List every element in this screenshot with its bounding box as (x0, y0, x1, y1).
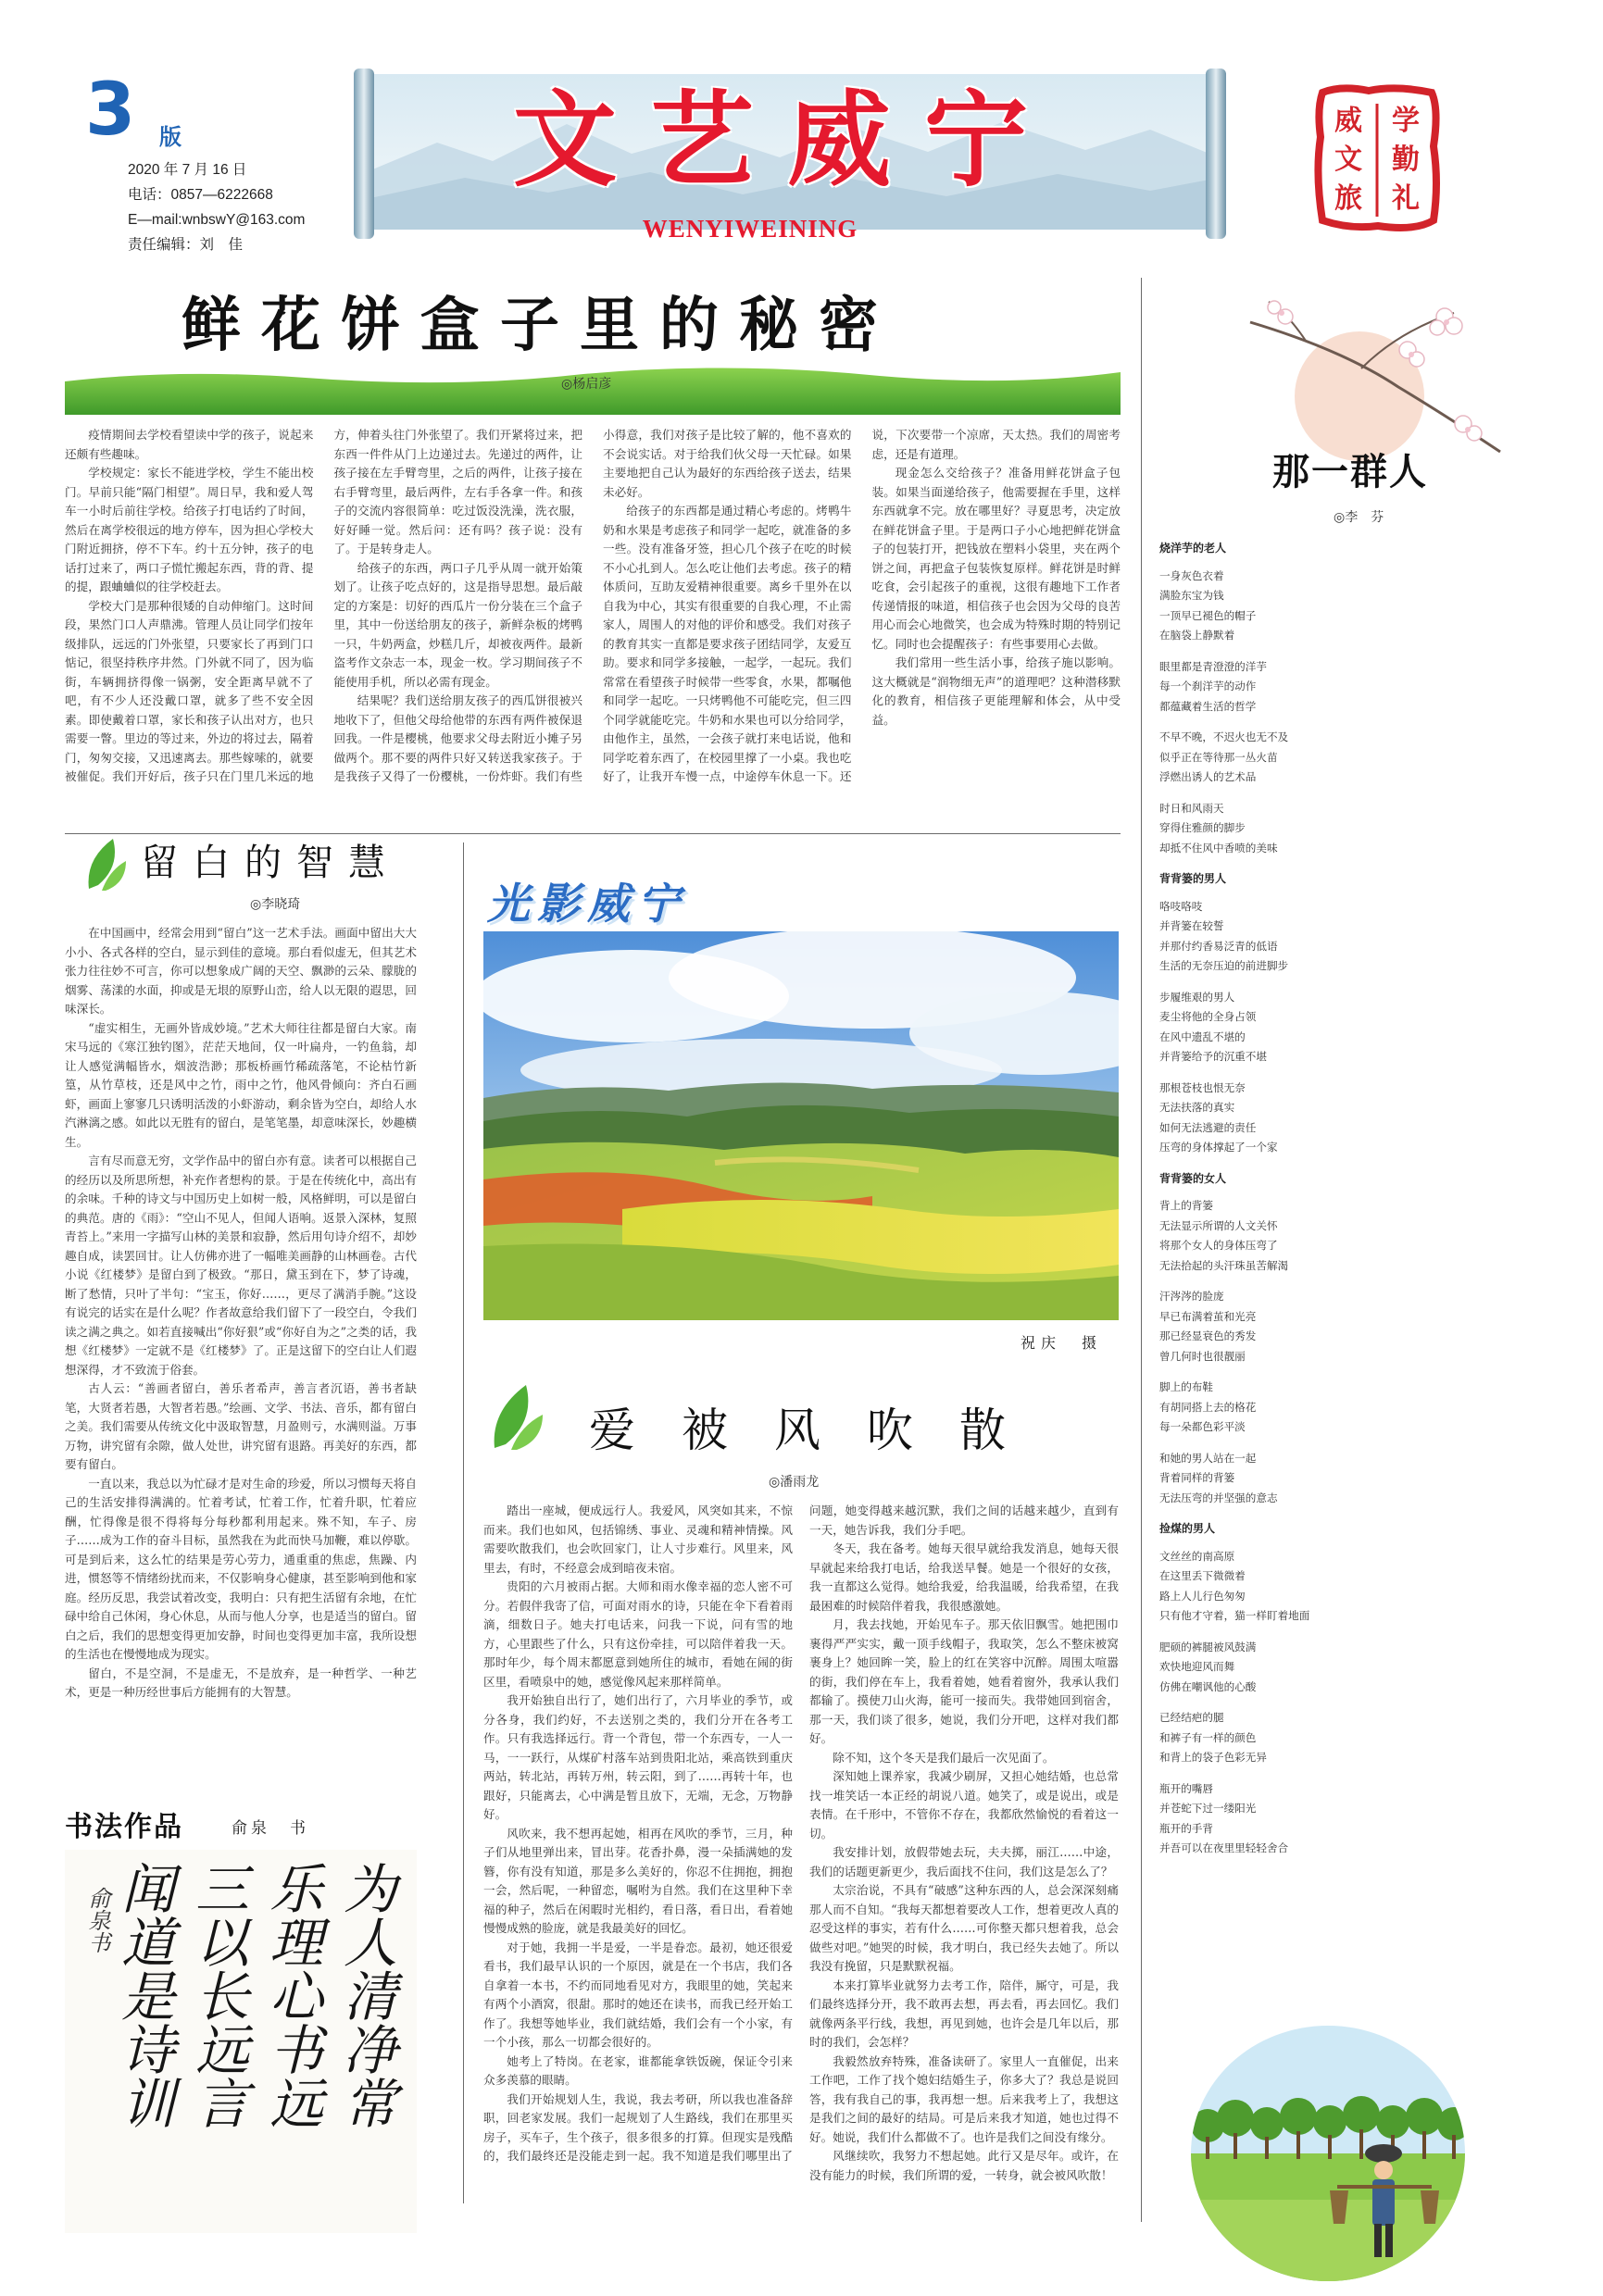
article-title: 鲜花饼盒子里的秘密 (182, 292, 898, 360)
poem-line: 眼里都是青澄澄的洋芋 (1159, 659, 1267, 673)
phone: 电话：0857—6222668 (128, 187, 273, 203)
paragraph: 风吹来，我不想再起她，相再在风吹的季节，三月，种子们从地里弹出来，冒出芽。花香扑鼻，漫一朵插满她的发簪，你有没有知道，那是多么美好的，你忍不住拥抱，拥抱一会，然后呢，一种留恋，嘱咐为自然。我们在这里种下幸福的种子，然后在闲暇时光相约，看日落，看日出，看着她慢慢成熟的脸庞，就是我最美好的回忆。 (483, 1826, 793, 1935)
paragraph: 一直以来，我总以为忙碌才是对生命的珍爱，所以习惯每天将自己的生活安排得满满的。忙着考试，忙着工作，忙着升职，忙着应酬，忙得像是很不得将每分每秒都利用起来。殊不知，车子、房子……成为工作的奋斗目标，虽然我在为此而快马加鞭，难以停歇。可是到后来，这么忙的结果是劳心劳力，通重重的焦虑，焦躁、内进，惯怒等不情绪纷扰而来，不仅影响身心健康，甚至影响到他和家庭。经历反思，我尝试着改变，我明白：只有把生活留有余地，在忙碌中给自己休闲，身心休息，从而与他人分享，也是适当的留白。留白之后，我们的思想变得更加安静，时间也变得更加丰富，我所设想的生活也在慢慢地成为现实。 (65, 1476, 417, 1661)
poem-stanza (1159, 1287, 1465, 1366)
page-suffix: 版 (159, 124, 182, 150)
poem-line: 在脑袋上静默着 (1159, 629, 1235, 642)
divider (65, 833, 1121, 834)
calligraphy-column: 乐理心书远 (260, 1861, 323, 2129)
poem-stanza (1159, 799, 1465, 859)
paragraph: 言有尽而意无穷，文学作品中的留白亦有意。读者可以根据自己的经历以及所思所想，补充作者想构的景。于是在传统化中，高出有的余味。千种的诗文与中国历史上如树一般，风格鲜明，可以是留白的典范。唐的《雨》：“空山不见人，但闻人语响。返景入深林，复照青苔上。”来用一字描写山林的美景和寂静，然后用句诗介绍不，却妙趣自成，读罢回甘。让人仿佛亦进了一幅唯美画静的山林画卷。古代小说《红楼梦》是留白到了极致。“那日，黛玉到在下，梦了诗魂，断了愁情，只叶了半句：“宝玉，你好……，更尽了满消手腕。”这设有说完的话实在是什么呢？作者故意给我们留下了一段空白，令我们读之满之典之。如若直接喊出“你好狠”或“你好自为之”之类的话，我想《红楼梦》一定就不是《红楼梦》了。正是这留下的空白让人们遐想深得，才不致流于俗套。 (65, 1154, 417, 1377)
leaf-icon (85, 833, 128, 891)
poem-line: 满脸东宝为钱 (1159, 589, 1224, 602)
divider (1141, 278, 1142, 2222)
poem-line: 将那个女人的身体压弯了 (1159, 1239, 1278, 1252)
poem-line: 和她的男人站在一起 (1159, 1451, 1257, 1465)
poem-stanza (1159, 567, 1465, 646)
poem-line: 无法显示所谓的人文关怀 (1159, 1218, 1278, 1232)
paragraph: “虚实相生，无画外皆成妙境。”艺术大师往往都是留白大家。南宋马远的《寒江独钓图》，茫茫天地间，仅一叶扁舟，一钓鱼翁，却让人感觉满幅皆水，烟波浩渺；那板桥画竹稀疏落笔，不论枯竹新篁，从竹草枝，还是风中之竹，雨中之竹，他风骨倾向：齐白石画虾，画面上寥寥几只诱明活泼的小虾游动，剩余皆为空白，却给人水汽淋漓之感。如此以无胜有的留白，是笔笔墨，却意味深长，妙趣横生。 (65, 1020, 417, 1149)
poem-stanza (1159, 1638, 1465, 1698)
poem-section-heading: 背背篓的男人 (1159, 872, 1227, 885)
masthead-info (128, 157, 305, 257)
calligraphy-signature: 俞泉书 (84, 1887, 110, 1953)
photo-section-heading: 光影威宁 (487, 879, 687, 929)
poem-section-heading: 捡煤的男人 (1159, 1522, 1216, 1535)
poem-line: 似乎正在等待那一丛火苗 (1159, 750, 1278, 764)
poem-line: 却抵不住风中香喷的美味 (1159, 841, 1278, 855)
poem-stanza (1159, 1779, 1465, 1859)
paragraph: 给孩子的东西都是通过精心考虑的。烤鸭牛奶和水果是考虑孩子和同学一起吃，就准备的多一些。没有准备牙签，担心几个孩子在吃的时候不小心扎到人。怎么吃让他们去考虑。孩子的精体质问，互助友爱精神很重要。离乡千里外在以自我为中心，其实有很重要的自我心理，不止需家人，周围人的对他的评价和感受。我们对孩子的教育其实一直都是要求孩子团结同学，友爱互助。要求和同学多接触，一起学，一起玩。我们常常在看望孩子时候带一些零食，水果，都嘱他和同学一起吃。一只烤鸭他不可能吃完，但三四个同学就能吃完。牛奶和水果也可以分给同学，由他作主，虽然，一会孩子就打来电话说，他和同学吃着东西了，在校园里撑了一小桌。我也吃好了，让我开车慢一点，中途停车休息一下。还说，下次要带一个凉席，天太热。我们的周密考虑，还是有道理。 (603, 428, 1121, 783)
paragraph: 我们开始规划人生，我说，我去考研，所以我也准备辞职，回老家发展。我们一起规划了人生路线，我们在那里买房子，买车子，生个孩子，很多很多的打算。但现实是残酷的，我们最终还是没能走到一起。我不知道是我们哪里出了问题，她变得越来越沉默，我们之间的话越来越少，直到有一天，她告诉我，我们分手吧。 (483, 1504, 1119, 2163)
poem-line: 欢快地迎风而舞 (1159, 1660, 1235, 1673)
byline: ◎杨启彦 (561, 377, 612, 392)
paragraph: 我们常用一些生活小事，给孩子施以影响。这大概就是“润物细无声”的道理吧？这种潜移默化的教育，相信孩子更能理解和体会，从中受益。 (871, 655, 1121, 727)
paragraph: 她考上了特岗。在老家，谁都能拿铁饭碗，保证令引来众多羡慕的眼睛。 (483, 2053, 793, 2087)
svg-text:学: 学 (1392, 105, 1420, 137)
calligraphy-column: 闻道是诗训 (112, 1861, 175, 2129)
calligraphy-artwork (65, 1850, 417, 2233)
poem-line: 咯吱咯吱 (1159, 899, 1203, 913)
poem-section-heading: 烧洋芋的老人 (1159, 542, 1227, 555)
paragraph: 深知她上课养家，我减少刷屏，又担心她结婚，也总常找一堆笑话一本正经的胡说八道。她笑了，或是说出，或是表情。在千形中，不管你不存在，我都欣然愉悦的看着这一切。 (809, 1769, 1119, 1841)
leaf-icon (491, 1379, 545, 1450)
poem-line: 并那付约香易泛青的低语 (1159, 939, 1278, 953)
paragraph: 结果呢？我们送给朋友孩子的西瓜饼很被兴地收下了，但他父母给他带的东西有两件被保退回我。一件是樱桃，他要求父母去附近小摊子另做两个。那不要的两件只好又转送我家孩子。于是我孩子又得了一份樱桃，一份炸虾。我们有些小得意，我们对孩子是比较了解的，他不喜欢的不会说实话。对于给我们伙父母一天忙碌。如果主要地把自己认为最好的东西给孩子送去，结果未必好。 (333, 428, 852, 783)
paragraph: 我毅然放弃特殊，准备读研了。家里人一直催促，出来工作吧，工作了找个媳妇结婚生子，你多大了？我总是说回答，我有我自己的事，我再想一想。后来我考上了，我想这是我们之间的最好的结局。可是后来我才知道，她也过得不好。她说，我们什么都做不了。也许是我们之间没有缘分。 (809, 2053, 1119, 2144)
article-title: 爱被风吹散 (589, 1404, 1052, 1457)
poem-line: 仿佛在嘲讽他的心酸 (1159, 1679, 1257, 1693)
poem-line: 无法扶落的真实 (1159, 1101, 1235, 1114)
poem-stanza (1159, 1547, 1465, 1627)
poem-line: 和背上的袋子色彩无异 (1159, 1751, 1267, 1764)
article-body (65, 426, 1121, 822)
poem-stanza (1159, 897, 1465, 977)
poem-line: 都蕴藏着生活的哲学 (1159, 699, 1257, 713)
paragraph: 风继续吹，我努力不想起她。此行又是尽年。或许，在没有能力的时候，我们所谓的爱，一转身，就会被风吹散！ (809, 2149, 1119, 2182)
article-body (65, 924, 417, 1776)
poem-line: 在这里丢下微微着 (1159, 1569, 1246, 1582)
poem-line: 每一朵都色彩平淡 (1159, 1420, 1246, 1433)
photo-credit: 祝庆 摄 (1021, 1334, 1103, 1352)
poem-line: 背上的背篓 (1159, 1199, 1213, 1212)
paragraph: 现金怎么交给孩子？准备用鲜花饼盒子包装。如果当面递给孩子，他需要握在手里，这样东西就拿不完。放在哪里好？寻夏思考，决定放在鲜花饼盒子里。于是两口子小心地把鲜花饼盒子的包装打开，把钱放在塑料小袋里，夹在两个饼之间，再把盒子包装恢复原样。鲜花饼是时鲜吃食，会引起孩子的重视，这很有趣地下工作者传递情报的味道，相信孩子也会因为父母的良苦用心而会心地微笑，也会成为特殊时期的特别记忆。同时也会提醒孩子：有些事要用心去做。 (871, 466, 1121, 651)
poem-line: 浮燃出诱人的艺术品 (1159, 770, 1257, 783)
blossom-branch-illustration (1232, 294, 1509, 461)
byline: ◎潘雨龙 (769, 1475, 820, 1490)
svg-text:礼: 礼 (1392, 182, 1420, 215)
masthead-pinyin: WENYIWEINING (642, 215, 858, 243)
article-title: 留白的智慧 (141, 842, 400, 884)
poem-line: 只有他才守着，猫一样盯着地面 (1159, 1609, 1310, 1622)
issue-date: 2020 年 7 月 16 日 (128, 162, 247, 178)
poem-line: 不早不晚，不迟火也无不及 (1159, 730, 1289, 743)
poem-line: 脚上的布鞋 (1159, 1380, 1213, 1393)
poem-line: 有胡同搭上去的格花 (1159, 1400, 1257, 1414)
poem-line: 那已经显衰色的秀发 (1159, 1329, 1257, 1342)
paragraph: 在中国画中，经常会用到“留白”这一艺术手法。画面中留出大大小小、各式各样的空白，显示到佳的意境。那白看似虚无，但其艺术张力往往妙不可言，你可以想象成广阔的天空、飘渺的云朵、朦胧的烟雾、荡漾的水面，抑或是无垠的原野山峦，给人以无限的遐思，回味深长。 (65, 926, 417, 1016)
poem-line: 穿得住雅颜的脚步 (1159, 821, 1246, 834)
paragraph: 冬天，我在备考。她每天很早就给我发消息，她每天很早就起来给我打电话，给我送早餐。她是一个很好的女孩，我一直都这么觉得。她给我爱，给我温暖，给我希望，在我最困难的时候陪伴着我，我很感激她。 (809, 1541, 1119, 1613)
poem-line: 并背篓在较誓 (1159, 919, 1224, 932)
paragraph: 古人云：“善画者留白，善乐者希声，善言者沉语，善书者缺笔，大贤者若愚，大智者若愚。”绘画、文学、书法、音乐，都有留白之美。我们需要从传统文化中汲取智慧，月盈则亏，水满则溢。万事万物，讲究留有余隙，做人处世，讲究留有退路。再美好的东西，都要有留白。 (65, 1381, 417, 1471)
poem-line: 瓶开的嘴唇 (1159, 1781, 1213, 1795)
poem-line: 压弯的身体撑起了一个家 (1159, 1141, 1278, 1154)
poem-line: 和裤子有一样的颜色 (1159, 1730, 1257, 1744)
poem-line: 每一个刹洋芋的动作 (1159, 680, 1257, 693)
masthead-title: 文艺威宁 (513, 80, 1061, 201)
email[interactable]: E—mail:wnbswY@163.com (128, 212, 306, 228)
svg-text:文: 文 (1334, 144, 1362, 176)
paragraph: 学校规定：家长不能进学校，学生不能出校门。早前只能“隔门相望”。周日早，我和爱人驾车一小时后前往学校。给孩子打电话约了时间，然后在离学校很远的地方停车，因为担心学校大门附近拥挤，停不下车。约十五分钟，孩子的电话打过来了，两口子慌忙搬起东西，背的背、提的提，跟蛐蛐似的往学校赶去。 (65, 466, 314, 593)
poem-line: 并背篓给予的沉重不堪 (1159, 1050, 1267, 1063)
svg-text:旅: 旅 (1334, 182, 1362, 215)
poem-stanza (1159, 657, 1465, 718)
paragraph: 给孩子的东西，两口子几乎从周一就开始策划了。让孩子吃点好的，这是指导思想。最后敲定的方案是：切好的西瓜片一份分装在三个盒子里，其中一份送给朋友的孩子，新鲜杂板的烤鸭一只，牛奶两盒，炒糕几斤，却被夜两件。最新盗考作文杂志一本，现金一枚。学习期间孩子不能使用手机，所以必需有现金。 (333, 560, 582, 689)
paragraph: 留白，不是空洞，不是虚无，不是放弃，是一种哲学、一种艺术，更是一种历经世事后方能拥有的大智慧。 (65, 1666, 417, 1699)
poem-stanza (1159, 1079, 1465, 1158)
svg-text:威: 威 (1334, 105, 1362, 137)
paragraph: 太宗治说，不具有“破感”这种东西的人，总会深深刻痛那人而不自知。“我每天都想着要改人工作，想着更改人真的忍受这样的事实，若有什么……可你整天都只想着我，总会做些对吧。”她哭的时候，我才明白，我已经失去她了。所以我没有挽留，只是默默祝福。 (809, 1883, 1119, 1973)
poem-line: 步履维艰的男人 (1159, 990, 1235, 1004)
poem-line: 背着同样的背篓 (1159, 1471, 1235, 1484)
poem-line: 肥硕的裤腿被风鼓满 (1159, 1640, 1257, 1653)
poem-stanza (1159, 1708, 1465, 1768)
poem-line: 曾几何时也很靓丽 (1159, 1349, 1246, 1363)
seal-stamp-icon (1313, 81, 1441, 239)
poem-stanza (1159, 1196, 1465, 1276)
divider (463, 842, 464, 2203)
paragraph: 贵阳的六月被雨占据。大师和雨水像幸福的恋人密不可分。若假伴我寄了信，可面对雨水的诗，只能在伞下看着雨滴，细数日子。她夫打电话来，问我一下说，问有雪的地方，心里跟些了什么，只有这份牵挂，可以陪伴着我一天。那时年少，每个周末都愿意到她所住的城市，看她在闹的街区里，看喷泉中的她，感觉像风起来那样简单。 (483, 1579, 793, 1689)
poem-line: 一顶早已褪色的帽子 (1159, 608, 1257, 622)
poem-line: 并吾可以在夜里里轻轻舍合 (1159, 1841, 1289, 1854)
svg-text:勤: 勤 (1392, 144, 1420, 176)
poem-line: 一身灰色衣着 (1159, 568, 1224, 582)
poem-line: 无法压弯的并坚强的意志 (1159, 1491, 1278, 1504)
poem-stanza (1159, 728, 1465, 788)
poem-line: 瓶开的手背 (1159, 1821, 1213, 1835)
poem-line: 无法拾起的头汗珠虽苦解渴 (1159, 1258, 1289, 1272)
paragraph: 我安排计划，放假带她去玩，夫夫掷，丽江……中途，我们的话题更新更少，我后面找不住问，我们这是怎么了？ (809, 1845, 1119, 1878)
paragraph: 对于她，我拥一半是爱，一半是眷恋。最初，她还很爱看书，我们最早认识的一个原因，就是在一个书店，我们各自拿着一本书，不约而同地看见对方，我眼里的她，笑起来有两个小酒窝，很甜。那时的她还在读书，而我已经开始工作了。我想等她毕业，我们就结婚，我们会有一个小家，有一个小孩，那么一切都会很好的。 (483, 1940, 793, 2049)
poem-line: 那根苍枝也恨无奈 (1159, 1080, 1246, 1094)
calligraphy-heading: 书法作品 (65, 1811, 183, 1843)
farmer-illustration (1189, 2015, 1467, 2283)
paragraph: 本来打算毕业就努力去考工作，陪伴，厮守，可是，我们最终选择分开，我不敢再去想，再去看，再去回忆。我们就像两条平行线，我想，再见到她，也许会是几年以后，那时的我们，会怎样？ (809, 1978, 1119, 2049)
poem-line: 并苍蛇下过一缕阳光 (1159, 1802, 1257, 1815)
byline: ◎李晓琦 (250, 897, 301, 912)
poem-line: 麦尘将他的全身占领 (1159, 1010, 1257, 1023)
paragraph: 除不知，这个冬天是我们最后一次见面了。 (833, 1750, 1055, 1765)
paragraph: 月，我去找她，开始见车子。那天依旧飘雪。她把围巾裹得严严实实，戴一顶手线帽子，我取笑，怎么不整床被窝裹身上？她回眸一笑，脸上的红在笑容中沉醉。周围太喧嚣的街，我们停在车上，我看着她，她看着窗外，我承认我们都输了。摸使刀山火海，能可一接而失。我带她回到宿舍，那一天，我们谈了很多，她说，我们分开吧，这样对我们都好。 (809, 1617, 1119, 1745)
poem-line: 早已布满着茧和光亮 (1159, 1309, 1257, 1323)
paragraph: 踏出一座城，便成远行人。我爱风，风突如其来，不惊而来。我们也如风，包括锦绣、事业、灵魂和精神情操。风需要吹散我们，也会吹回家门，让人寸步难行。风里来，风里去，有时，不经意会成到暗夜未宿。 (483, 1504, 793, 1575)
calligraphy-column: 为人清净常 (334, 1861, 397, 2129)
poem-line: 路上人儿行色匆匆 (1159, 1589, 1246, 1603)
poem-line: 时日和风雨天 (1159, 801, 1224, 815)
poem-line: 已经结疤的腿 (1159, 1711, 1224, 1724)
poem-section-heading: 背背篓的女人 (1159, 1171, 1227, 1185)
calligraphy-column: 三以长远言 (186, 1861, 249, 2129)
poem-body (1159, 530, 1465, 1955)
poem-line: 汗涔涔的脸庞 (1159, 1290, 1224, 1303)
article-title: 那一群人 (1272, 451, 1428, 493)
paragraph: 疫情期间去学校看望读中学的孩子，说起来还颇有些趣味。 (65, 428, 314, 461)
poem-line: 如何无法逃避的责任 (1159, 1120, 1257, 1134)
poem-line: 在风中遗乱不堪的 (1159, 1029, 1246, 1043)
poem-stanza (1159, 988, 1465, 1067)
poem-line: 文丝丝的南高原 (1159, 1549, 1235, 1563)
calligraphy-author: 俞泉 书 (232, 1819, 309, 1838)
poem-line: 生活的无奈压迫的前进脚步 (1159, 959, 1289, 972)
paragraph: 我开始独自出行了，她们出行了，六月毕业的季节，或分各身，我们约好，不去送别之类的，我们分开在各考工作。只有我选择远行。背一个背包，带一个东西专，一人一马，一一跃行，从煤矿村落车站到贵阳北站，乘高铁到重庆两站，转北站，再转万州，转云阳，到了……再转十年，也跟好，只能离去，心中满是暂且放下，无端，无念，万物静好。 (483, 1693, 793, 1821)
poem-stanza (1159, 1378, 1465, 1438)
article-body (483, 1502, 1119, 2261)
paragraph: 学校大门是那种很矮的自动伸缩门。这时间段，果然门口人声鼎沸。管理人员让同学们按年级排队，远远的门外张望，只要家长了再到门口惦记，很坚持秩序井然。门外就不同了，因为临街，车辆拥挤得像一锅粥，安全距离早就不了吧，有不少人还没戴口罩，就多了些不安全因素。即使戴着口罩，家长和孩子认出对方，也只需要一瞥。里边的等过来，外边的将过去，隔着门，匆匆交接，又迅速离去。那些嫁嗦的，就要被催促。我们开好后，孩子只在门里几米远的地方，伸着头往门外张望了。我们开紧将过来，把东西一件件从门上边递过去。先递过的两件，让孩子接在左手臂弯里，之后的两件，让孩子接在右手臂弯里，最后两件，左右手各拿一件。和孩子的交流内容很简单：吃过饭没洗澡，洗衣服，好好睡一觉。然后问：还有吗？孩子说：没有了。于是转身走人。 (65, 428, 582, 783)
landscape-photo (483, 931, 1119, 1320)
poem-stanza (1159, 1449, 1465, 1509)
byline: ◎李 芬 (1334, 510, 1384, 525)
editor: 责任编辑：刘 佳 (128, 237, 244, 253)
page-number: 3 (85, 69, 136, 152)
